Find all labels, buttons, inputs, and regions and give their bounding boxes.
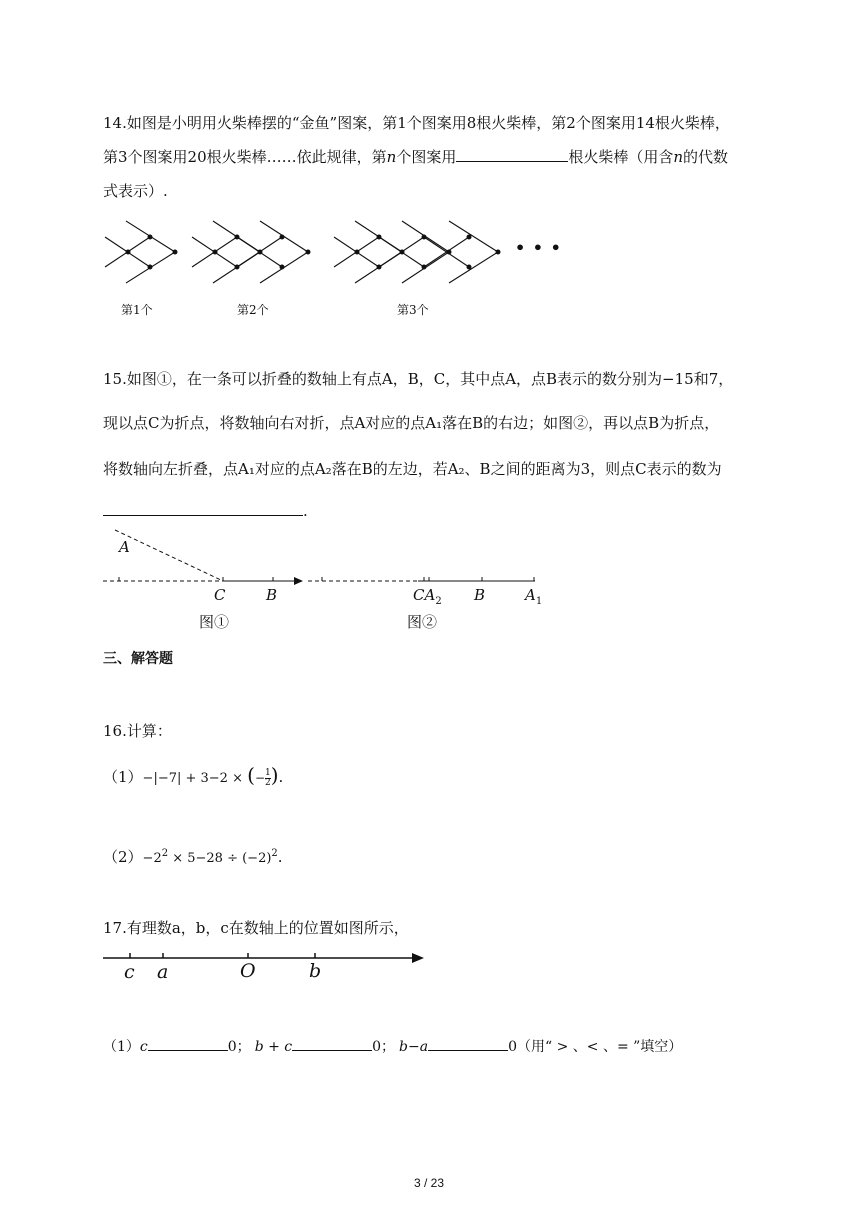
q15-line3: 将数轴向左折叠，点A₁对应的点A₂落在B的左边，若A₂、B之间的距离为3，则点C表示的数为 [103,460,722,478]
q17-number-line [100,948,430,968]
q17-p1-z2: 0； [372,1039,396,1055]
q16-part1: （1）−|−7| + 3−2 × (− $\frac{1}{2}$ ). [103,763,284,788]
q17-part1 [103,1034,682,1058]
q15-answer-blank[interactable] [103,499,303,516]
q16-part2 [103,843,283,870]
fig2-label-A1-letter: A [525,586,536,604]
fig1-label-B: B [266,586,278,604]
frac-denominator: 2 [265,777,271,788]
q16-p1-frac-sign: − [254,771,265,785]
q14-line1: 14.如图是小明用火柴棒摆的“金鱼”图案，第1个图案用8根火柴棒，第2个图案用14根火柴棒， [103,114,730,132]
fig2-caption: 图② [407,613,438,631]
q16-p1-expr: −|−7| + 3−2 × [142,771,248,786]
q16-p2-b: × 5−28 ÷ (−2) [168,851,272,866]
q16-p1-end: . [278,768,284,786]
q16-p2-exp1: 2 [161,848,169,859]
axis-label-c: c [124,961,135,983]
fig2-label-A2-sub: 2 [435,596,442,607]
q14-line2-a: 第3个图案用20根火柴棒……依此规律，第 [103,148,387,166]
section-heading: 三、解答题 [103,651,173,667]
q14-var-n: n [386,148,397,166]
fig2-label-C: C [413,586,425,604]
fig1-label-A: A [119,538,130,556]
fig2-label-A1-sub: 1 [535,596,543,607]
q14-line2-b: 个图案用 [396,148,457,166]
q15-line4 [103,499,308,522]
q14-line2-d: 的代数 [683,148,729,166]
q17-title: 17.有理数a，b，c在数轴上的位置如图所示， [103,919,409,937]
q17-p1-z3: 0（用“ > 、< 、= ”填空） [508,1039,683,1055]
page-number: 3 / 23 [414,1176,445,1190]
q17-blank-2[interactable] [292,1034,372,1051]
q15-end: . [303,502,308,520]
q14-var-n2: n [673,148,684,166]
q16-p2-a: −2 [142,851,162,866]
q14-line3: 式表示）. [103,182,168,200]
q14-line2-c: 根火柴棒（用含 [568,148,674,166]
fish-1 [105,221,175,283]
q14-line2 [103,145,728,168]
fig2-label-CA2 [413,584,442,613]
q17-p1-z1: 0； [227,1039,251,1055]
axis-label-O: O [240,960,256,982]
frac-numerator: 1 [265,767,271,778]
fig1-caption: 图① [199,613,230,631]
q17-p1-c: c [139,1039,148,1055]
q17-blank-1[interactable] [148,1034,228,1051]
fig1-label-C: C [214,586,226,604]
q16-title: 16.计算： [103,722,172,740]
q16-p2-end: . [277,848,283,866]
q15-line1: 15.如图①，在一条可以折叠的数轴上有点A，B，C，其中点A，点B表示的数分别为−15和7， [103,370,734,388]
axis-label-a: a [157,961,169,983]
fish-2 [192,221,308,283]
caption-fig-1: 第1个 [121,303,153,317]
q15-line2: 现以点C为折点，将数轴向右对折，点A对应的点A₁落在B的右边；如图②，再以点B为折点， [103,414,720,432]
ellipsis-dots: • • • [515,238,562,257]
fig2-label-A2: A [424,586,436,604]
q16-p1-label: （1） [103,768,143,786]
q14-fish-figure [100,212,560,332]
caption-fig-2: 第2个 [237,303,269,317]
q16-p2-exp2: 2 [271,848,278,859]
q17-blank-3[interactable] [428,1034,508,1051]
q17-p1-bc: b + c [254,1039,293,1055]
q17-p1-label: （1） [103,1039,140,1055]
q17-p1-ba: b−a [399,1039,429,1055]
fig2-label-B: B [474,586,486,604]
caption-fig-3: 第3个 [397,303,429,317]
fig2-label-A1 [525,584,542,613]
q16-p2-label: （2） [103,848,143,866]
axis-label-b: b [309,960,322,982]
q14-answer-blank[interactable] [456,145,568,162]
